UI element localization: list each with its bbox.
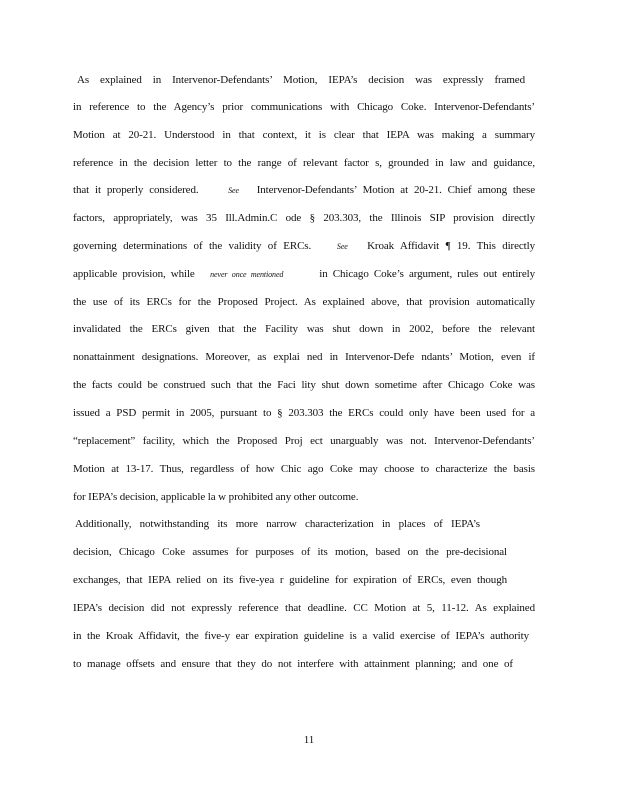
text-line: issued a PSD permit in 2005, pursuant to § 203.303 the ERCs could only have been used for a [73,407,535,419]
text-line: Additionally, notwithstanding its more narrow characterization in places of IEPA’s [75,518,480,530]
text-line: in reference to the Agency’s prior communications with Chicago Coke. Intervenor-Defendants’ [73,101,535,113]
text-line [73,239,535,254]
text-line: exchanges, that IEPA relied on its five-yea r guideline for expiration of ERCs, even though [73,574,507,586]
text-line: nonattainment designations. Moreover, as explai ned in Intervenor-Defe ndants’ Motion, even if [73,351,535,363]
text-line: in the Kroak Affidavit, the five-y ear expiration guideline is a valid exercise of IEPA’s authority [73,630,529,642]
text-line [73,267,535,282]
text-line: the use of its ERCs for the Proposed Project. As explained above, that provision automatically [73,296,535,308]
text-span: Kroak Affidavit ¶ 19. This directly [367,240,535,252]
text-span: that it properly considered. [73,184,199,196]
text-line: for IEPA’s decision, applicable la w prohibited any other outcome. [73,491,359,503]
text-line: reference in the decision letter to the range of relevant factor s, grounded in law and guidance, [73,157,535,169]
text-line: invalidated the ERCs given that the Facility was shut down in 2002, before the relevant [73,323,535,335]
text-line: IEPA’s decision did not expressly reference that deadline. CC Motion at 5, 11-12. As explained [73,602,535,614]
page-number: 11 [303,734,315,746]
text-line: Motion at 20-21. Understood in that context, it is clear that IEPA was making a summary [73,129,535,141]
text-line: the facts could be construed such that the Faci lity shut down sometime after Chicago Coke was [73,379,535,391]
text-line: Motion at 13-17. Thus, regardless of how Chic ago Coke may choose to characterize the basis [73,463,535,475]
text-span: governing determinations of the validity of ERCs. [73,240,312,252]
text-line: “replacement” facility, which the Proposed Proj ect unarguably was not. Intervenor-Defendants’ [73,435,535,447]
text-line: factors, appropriately, was 35 Ill.Admin.C ode § 203.303, the Illinois SIP provision directly [73,212,535,224]
italic-emphasis: never once mentioned [210,270,284,279]
text-span: applicable provision, while [73,268,195,280]
text-line: As explained in Intervenor-Defendants’ Motion, IEPA’s decision was expressly framed [77,74,525,86]
text-span: in Chicago Coke’s argument, rules out entirely [319,268,535,280]
citation-signal: See [336,242,348,251]
citation-signal: See [228,186,239,195]
text-line: to manage offsets and ensure that they do not interfere with attainment planning; and one of [73,658,513,670]
text-line [73,183,535,198]
text-line: decision, Chicago Coke assumes for purposes of its motion, based on the pre-decisional [73,546,507,558]
text-span: Intervenor-Defendants’ Motion at 20-21. Chief among these [256,184,535,196]
